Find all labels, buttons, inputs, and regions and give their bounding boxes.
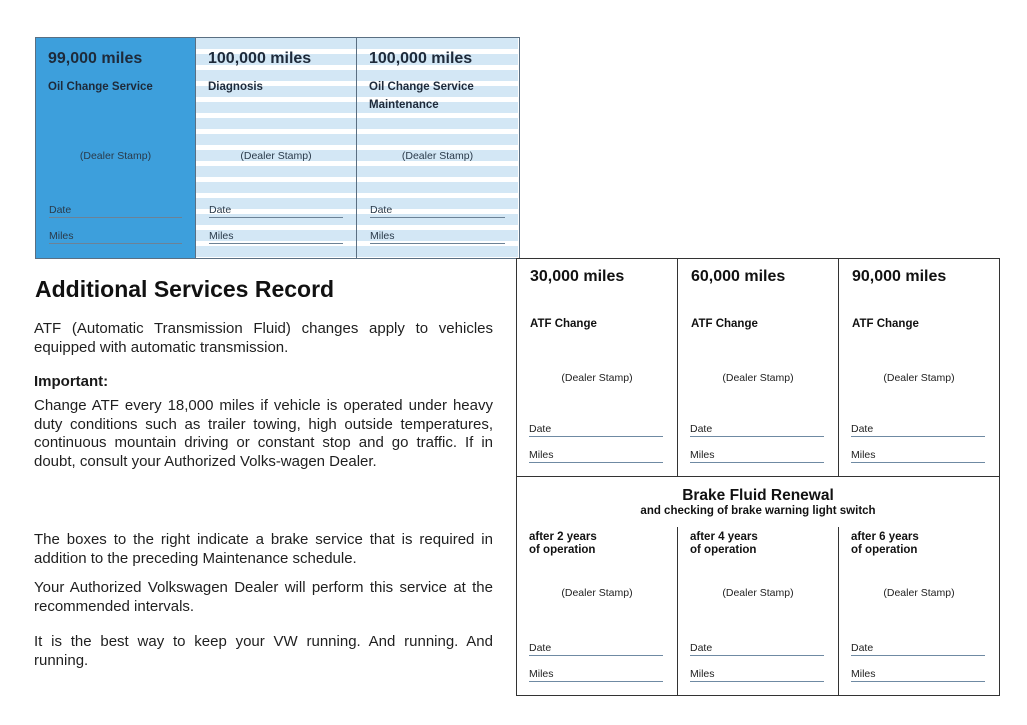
box-mileage: 30,000 miles	[530, 268, 625, 285]
dealer-stamp-area: (Dealer Stamp)	[561, 372, 633, 384]
interval-line: of operation	[529, 544, 596, 556]
atf-change-row	[517, 259, 999, 477]
atf-intro-paragraph: ATF (Automatic Transmission Fluid) changes apply to vehicles equipped with automatic transmission.	[34, 320, 493, 356]
interval-line: after 6 years	[851, 531, 919, 543]
date-field: Date	[851, 642, 985, 656]
box-service-description: ATF Change	[852, 318, 919, 330]
brake-service-paragraph: The boxes to the right indicate a brake service that is required in addition to the preceding Maintenance schedule.	[34, 531, 493, 567]
box-mileage: 100,000 miles	[369, 50, 473, 67]
box-service-description	[48, 78, 153, 96]
top-service-boxes	[35, 37, 520, 259]
dealer-stamp-area: (Dealer Stamp)	[722, 587, 794, 599]
service-box-99000	[36, 38, 196, 258]
box-service-description	[369, 78, 474, 114]
dealer-paragraph: Your Authorized Volkswagen Dealer will perform this service at the recommended intervals.	[34, 579, 493, 615]
miles-field: Miles	[851, 449, 985, 463]
brake-fluid-title: Brake Fluid Renewal	[682, 487, 834, 504]
brake-fluid-section	[517, 477, 999, 695]
interval-label	[529, 531, 597, 557]
important-heading: Important:	[34, 373, 109, 390]
dealer-stamp-area: (Dealer Stamp)	[883, 372, 955, 384]
box-mileage: 90,000 miles	[852, 268, 947, 285]
interval-label	[690, 531, 758, 557]
atf-box-30000	[517, 259, 678, 476]
service-box-100000-diagnosis	[196, 38, 357, 258]
brake-box-6-years	[839, 527, 999, 695]
dealer-stamp-area: (Dealer Stamp)	[722, 372, 794, 384]
miles-field: Miles	[690, 668, 824, 682]
date-field: Date	[851, 423, 985, 437]
additional-services-grid	[516, 258, 1000, 696]
service-box-100000-oil	[357, 38, 518, 258]
atf-box-60000	[678, 259, 839, 476]
brake-fluid-subtitle: and checking of brake warning light switch	[640, 505, 876, 517]
box-mileage: 100,000 miles	[208, 50, 312, 67]
atf-box-90000	[839, 259, 999, 476]
box-service-description: ATF Change	[691, 318, 758, 330]
date-field: Date	[690, 642, 824, 656]
box-service-line: Maintenance	[369, 99, 439, 111]
interval-line: of operation	[690, 544, 757, 556]
miles-field: Miles	[529, 449, 663, 463]
closing-paragraph: It is the best way to keep your VW running. And running. And running.	[34, 633, 493, 669]
box-service-description: ATF Change	[530, 318, 597, 330]
brake-fluid-columns	[517, 527, 999, 695]
box-mileage: 99,000 miles	[48, 50, 143, 67]
date-field: Date	[209, 204, 343, 218]
box-service-line: Oil Change Service	[369, 81, 474, 93]
miles-field: Miles	[370, 230, 505, 244]
interval-line: after 2 years	[529, 531, 597, 543]
brake-box-4-years	[678, 527, 839, 695]
box-service-line: Oil Change Service	[48, 81, 153, 93]
box-service-description	[208, 78, 263, 96]
brake-box-2-years	[517, 527, 678, 695]
important-paragraph: Change ATF every 18,000 miles if vehicle is operated under heavy duty conditions such as trailer towing, high outside temperatures, continuous mountain driving or constant stop and go traffic. If in doubt, consult your Authorized Volks-wagen Dealer.	[34, 397, 493, 470]
date-field: Date	[529, 423, 663, 437]
miles-field: Miles	[49, 230, 182, 244]
interval-line: of operation	[851, 544, 918, 556]
interval-line: after 4 years	[690, 531, 758, 543]
box-service-line: Diagnosis	[208, 81, 263, 93]
date-field: Date	[529, 642, 663, 656]
page-title: Additional Services Record	[35, 276, 335, 302]
box-mileage: 60,000 miles	[691, 268, 786, 285]
dealer-stamp-area: (Dealer Stamp)	[79, 150, 152, 162]
interval-label	[851, 531, 919, 557]
miles-field: Miles	[209, 230, 343, 244]
miles-field: Miles	[690, 449, 824, 463]
dealer-stamp-area: (Dealer Stamp)	[240, 150, 312, 162]
date-field: Date	[49, 204, 182, 218]
miles-field: Miles	[851, 668, 985, 682]
dealer-stamp-area: (Dealer Stamp)	[561, 587, 633, 599]
dealer-stamp-area: (Dealer Stamp)	[401, 150, 474, 162]
date-field: Date	[690, 423, 824, 437]
date-field: Date	[370, 204, 505, 218]
miles-field: Miles	[529, 668, 663, 682]
dealer-stamp-area: (Dealer Stamp)	[883, 587, 955, 599]
